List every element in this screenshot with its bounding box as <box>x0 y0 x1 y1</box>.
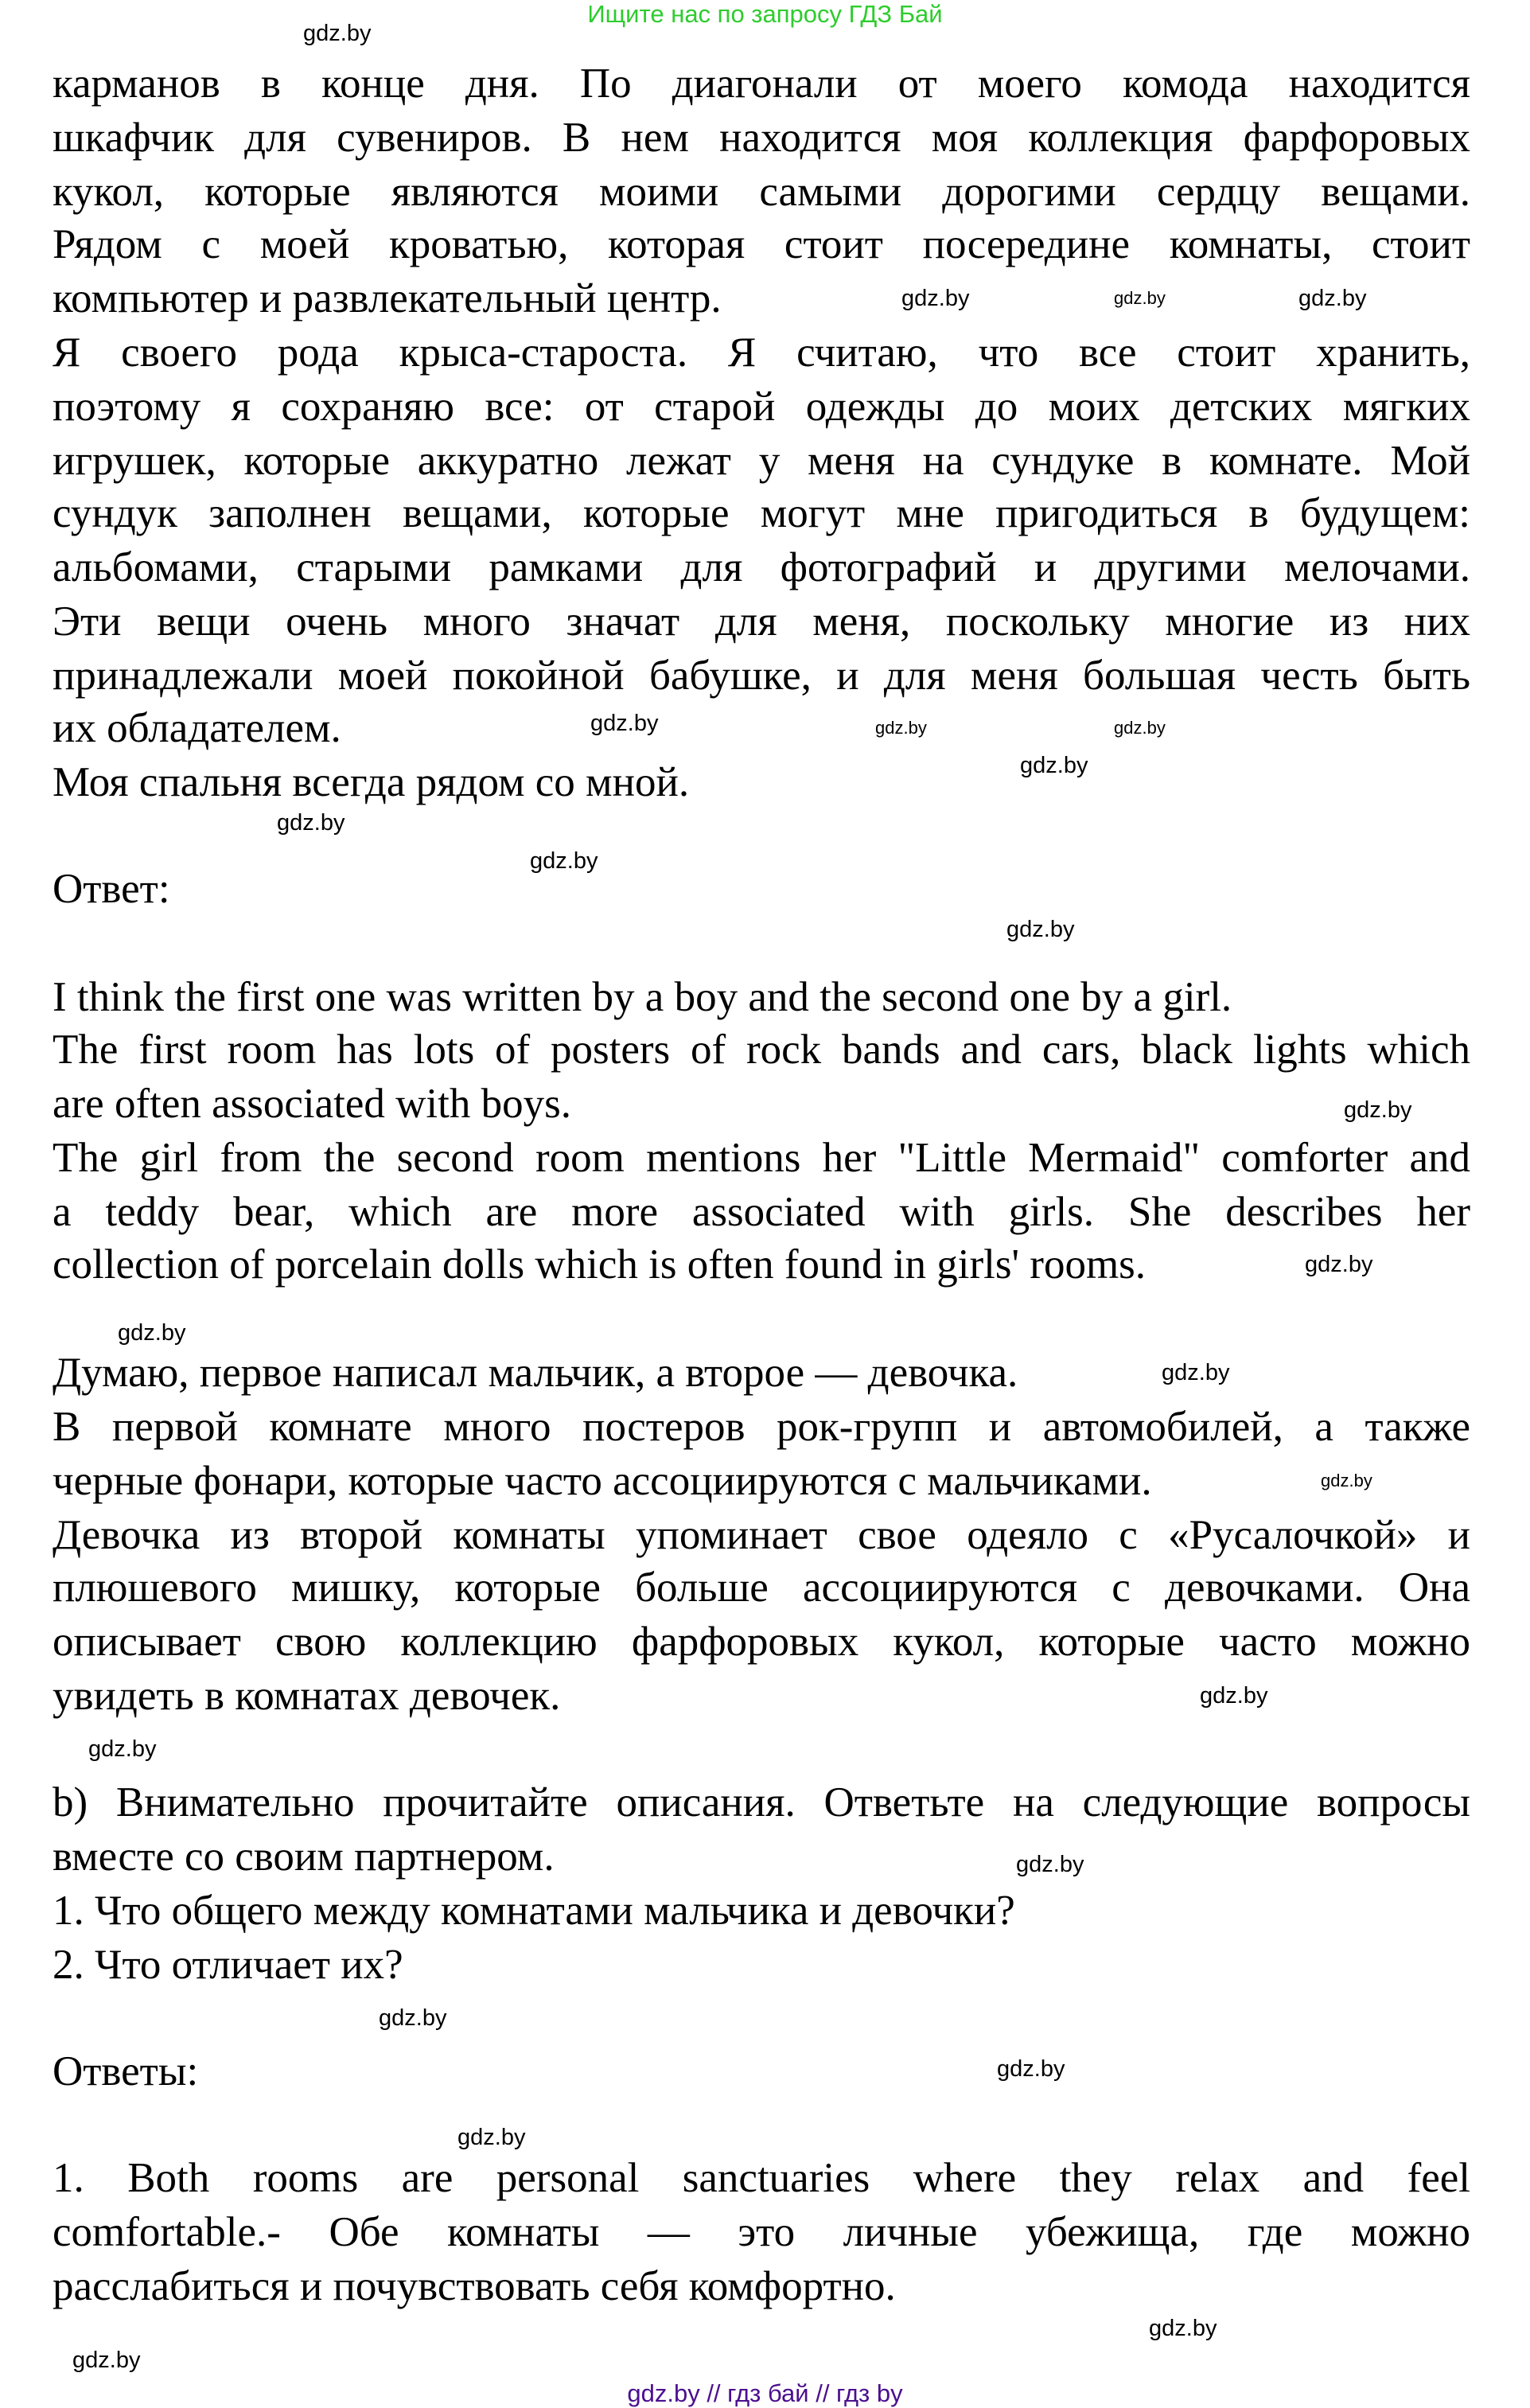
watermark-text: gdz.by <box>997 2056 1065 2082</box>
text-line: 1. Both rooms are personal sanctuaries where they relax and feel <box>53 2155 1470 2201</box>
watermark-text: gdz.by <box>1114 288 1166 308</box>
watermark-text: gdz.by <box>875 718 927 738</box>
watermark-text: gdz.by <box>1305 1252 1373 1277</box>
text-line: компьютер и развлекательный центр. <box>53 275 722 321</box>
text-line: игрушек, которые аккуратно лежат у меня на сундуке в комнате. Мой <box>53 438 1470 484</box>
watermark-text: gdz.by <box>1114 718 1166 738</box>
text-line: Ответы: <box>53 2048 199 2094</box>
watermark-text: gdz.by <box>457 2125 526 2150</box>
text-line: принадлежали моей покойной бабушке, и для меня большая честь быть <box>53 653 1470 699</box>
text-line: описывает свою коллекцию фарфоровых кукол, которые часто можно <box>53 1619 1470 1665</box>
text-line: шкафчик для сувениров. В нем находится моя коллекция фарфоровых <box>53 115 1470 161</box>
watermark-text: gdz.by <box>1020 753 1088 778</box>
text-line: 2. Что отличает их? <box>53 1942 403 1988</box>
text-line: comfortable.- Обе комнаты — это личные убежища, где можно <box>53 2209 1470 2255</box>
watermark-text: gdz.by <box>277 810 345 836</box>
footer-watermark: gdz.by // гдз бай // гдз by <box>627 2379 903 2407</box>
watermark-text: gdz.by <box>1344 1097 1412 1123</box>
search-banner: Ищите нас по запросу ГДЗ Бай <box>587 0 943 28</box>
text-line: The first room has lots of posters of rock bands and cars, black lights which <box>53 1027 1470 1073</box>
text-line: поэтому я сохраняю все: от старой одежды до моих детских мягких <box>53 384 1470 430</box>
text-line: вместе со своим партнером. <box>53 1833 555 1880</box>
watermark-text: gdz.by <box>303 21 372 46</box>
text-line: The girl from the second room mentions her "Little Mermaid" comforter and <box>53 1135 1470 1181</box>
watermark-text: gdz.by <box>72 2348 141 2373</box>
watermark-text: gdz.by <box>379 2005 447 2031</box>
watermark-text: gdz.by <box>1016 1852 1084 1877</box>
watermark-text: gdz.by <box>118 1320 186 1346</box>
text-line: плюшевого мишку, которые больше ассоциируются с девочками. Она <box>53 1564 1470 1611</box>
text-line: Думаю, первое написал мальчик, а второе — девочка. <box>53 1350 1018 1396</box>
text-line: 1. Что общего между комнатами мальчика и девочки? <box>53 1888 1015 1934</box>
watermark-text: gdz.by <box>1162 1360 1230 1385</box>
text-line: карманов в конце дня. По диагонали от моего комода находится <box>53 60 1470 107</box>
text-line: расслабиться и почувствовать себя комфортно. <box>53 2263 896 2309</box>
text-line: В первой комнате много постеров рок-групп и автомобилей, а также <box>53 1404 1470 1450</box>
text-line: их обладателем. <box>53 705 341 751</box>
watermark-text: gdz.by <box>901 286 970 311</box>
text-line: сундук заполнен вещами, которые могут мне пригодиться в будущем: <box>53 490 1470 536</box>
text-line: альбомами, старыми рамками для фотографий и другими мелочами. <box>53 544 1470 590</box>
text-line: Ответ: <box>53 866 170 912</box>
watermark-text: gdz.by <box>1149 2316 1217 2341</box>
text-line: collection of porcelain dolls which is often found in girls' rooms. <box>53 1241 1147 1288</box>
watermark-text: gdz.by <box>1200 1683 1268 1709</box>
text-line: Эти вещи очень много значат для меня, поскольку многие из них <box>53 598 1470 645</box>
text-line: a teddy bear, which are more associated with girls. She describes her <box>53 1189 1470 1235</box>
watermark-text: gdz.by <box>530 848 598 874</box>
watermark-text: gdz.by <box>1006 917 1075 942</box>
watermark-text: gdz.by <box>1298 286 1367 311</box>
text-line: черные фонари, которые часто ассоциируются с мальчиками. <box>53 1458 1152 1504</box>
text-line: Я своего рода крыса-староста. Я считаю, что все стоит хранить, <box>53 329 1470 376</box>
text-line: I think the first one was written by a boy and the second one by a girl. <box>53 974 1232 1020</box>
text-line: b) Внимательно прочитайте описания. Ответьте на следующие вопросы <box>53 1779 1470 1825</box>
text-line: увидеть в комнатах девочек. <box>53 1673 561 1719</box>
watermark-text: gdz.by <box>88 1736 157 1762</box>
watermark-text: gdz.by <box>1321 1471 1372 1490</box>
text-line: Моя спальня всегда рядом со мной. <box>53 759 690 805</box>
text-line: are often associated with boys. <box>53 1081 571 1127</box>
text-line: кукол, которые являются моими самыми дорогими сердцу вещами. <box>53 169 1470 215</box>
watermark-text: gdz.by <box>590 711 659 736</box>
text-line: Рядом с моей кроватью, которая стоит посередине комнаты, стоит <box>53 221 1470 267</box>
text-line: Девочка из второй комнаты упоминает свое одеяло с «Русалочкой» и <box>53 1512 1470 1558</box>
